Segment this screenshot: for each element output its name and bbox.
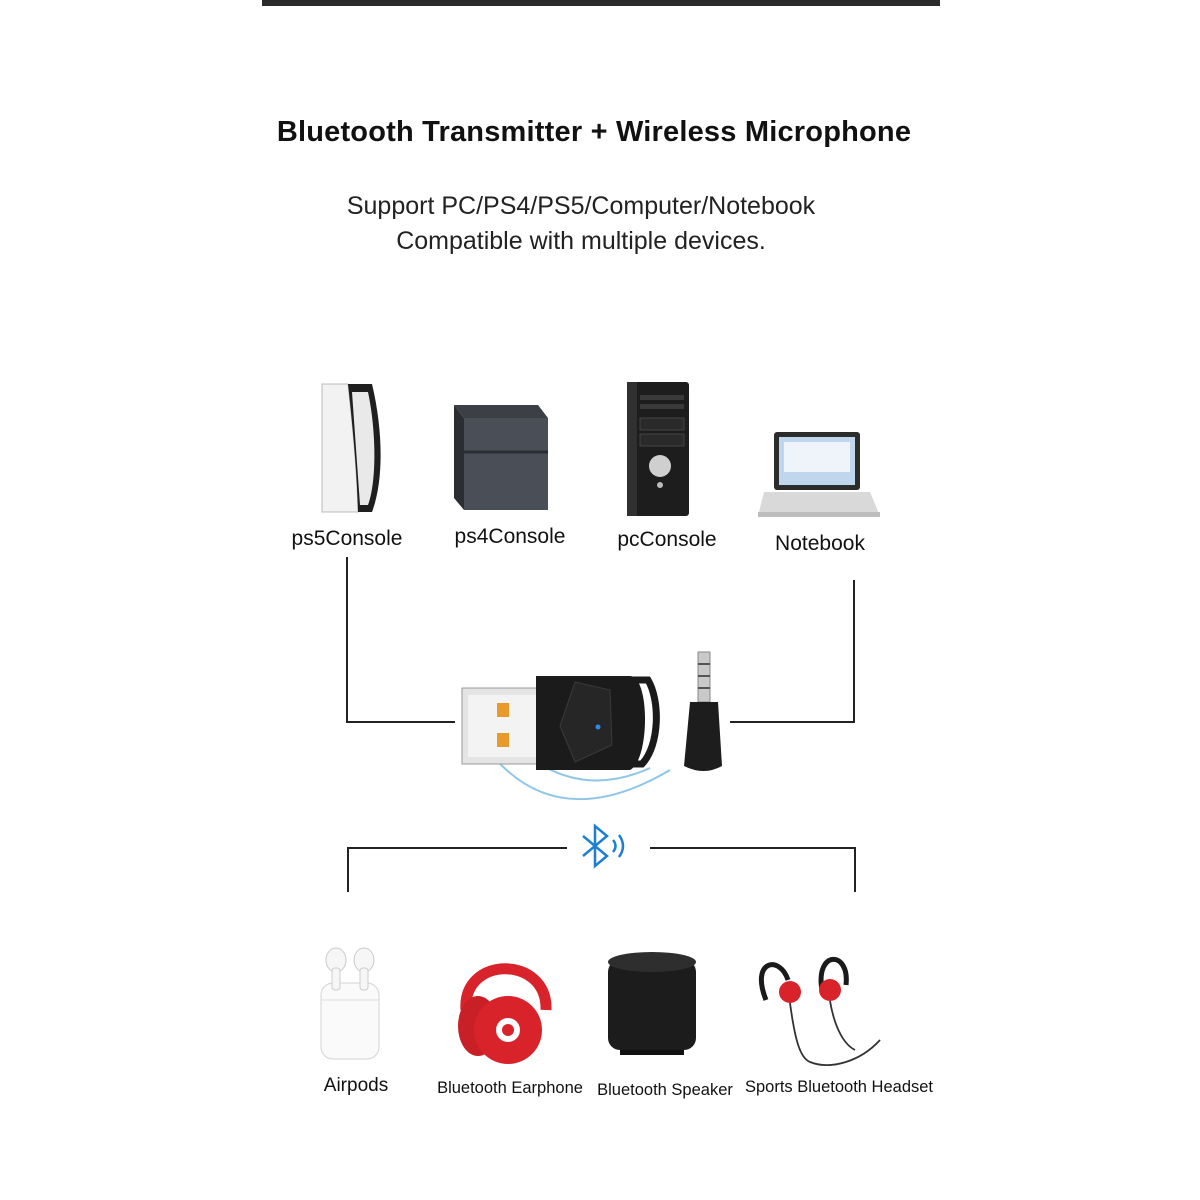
connector-left-top [347,557,455,722]
ps5-console-icon [322,384,381,512]
headphones-icon [458,969,546,1064]
ps4-console-icon [454,405,548,510]
sports-headset-icon [761,959,880,1065]
airpods-icon [321,948,379,1059]
subtitle-line-1: Support PC/PS4/PS5/Computer/Notebook [346,192,816,220]
connector-right-bottom [650,848,855,892]
output-label-earphone: Bluetooth Earphone [437,1079,583,1097]
subtitle-line-2: Compatible with multiple devices. [396,227,766,255]
device-label-notebook: Notebook [775,532,865,555]
page-title: Bluetooth Transmitter + Wireless Microphone [276,116,912,148]
usb-adapter-icon [462,676,656,770]
microphone-icon [684,652,722,771]
pc-tower-icon [627,382,689,516]
speaker-icon [608,952,696,1055]
connector-right-top [730,580,854,722]
output-label-airpods: Airpods [323,1075,389,1096]
device-label-ps4: ps4Console [454,525,566,548]
device-label-pc: pcConsole [617,528,717,551]
laptop-icon [758,432,880,517]
device-label-ps5: ps5Console [291,527,403,550]
output-label-sports-headset: Sports Bluetooth Headset [744,1078,934,1096]
bluetooth-icon [583,826,623,866]
connector-left-bottom [348,848,567,892]
output-label-speaker: Bluetooth Speaker [597,1081,733,1099]
